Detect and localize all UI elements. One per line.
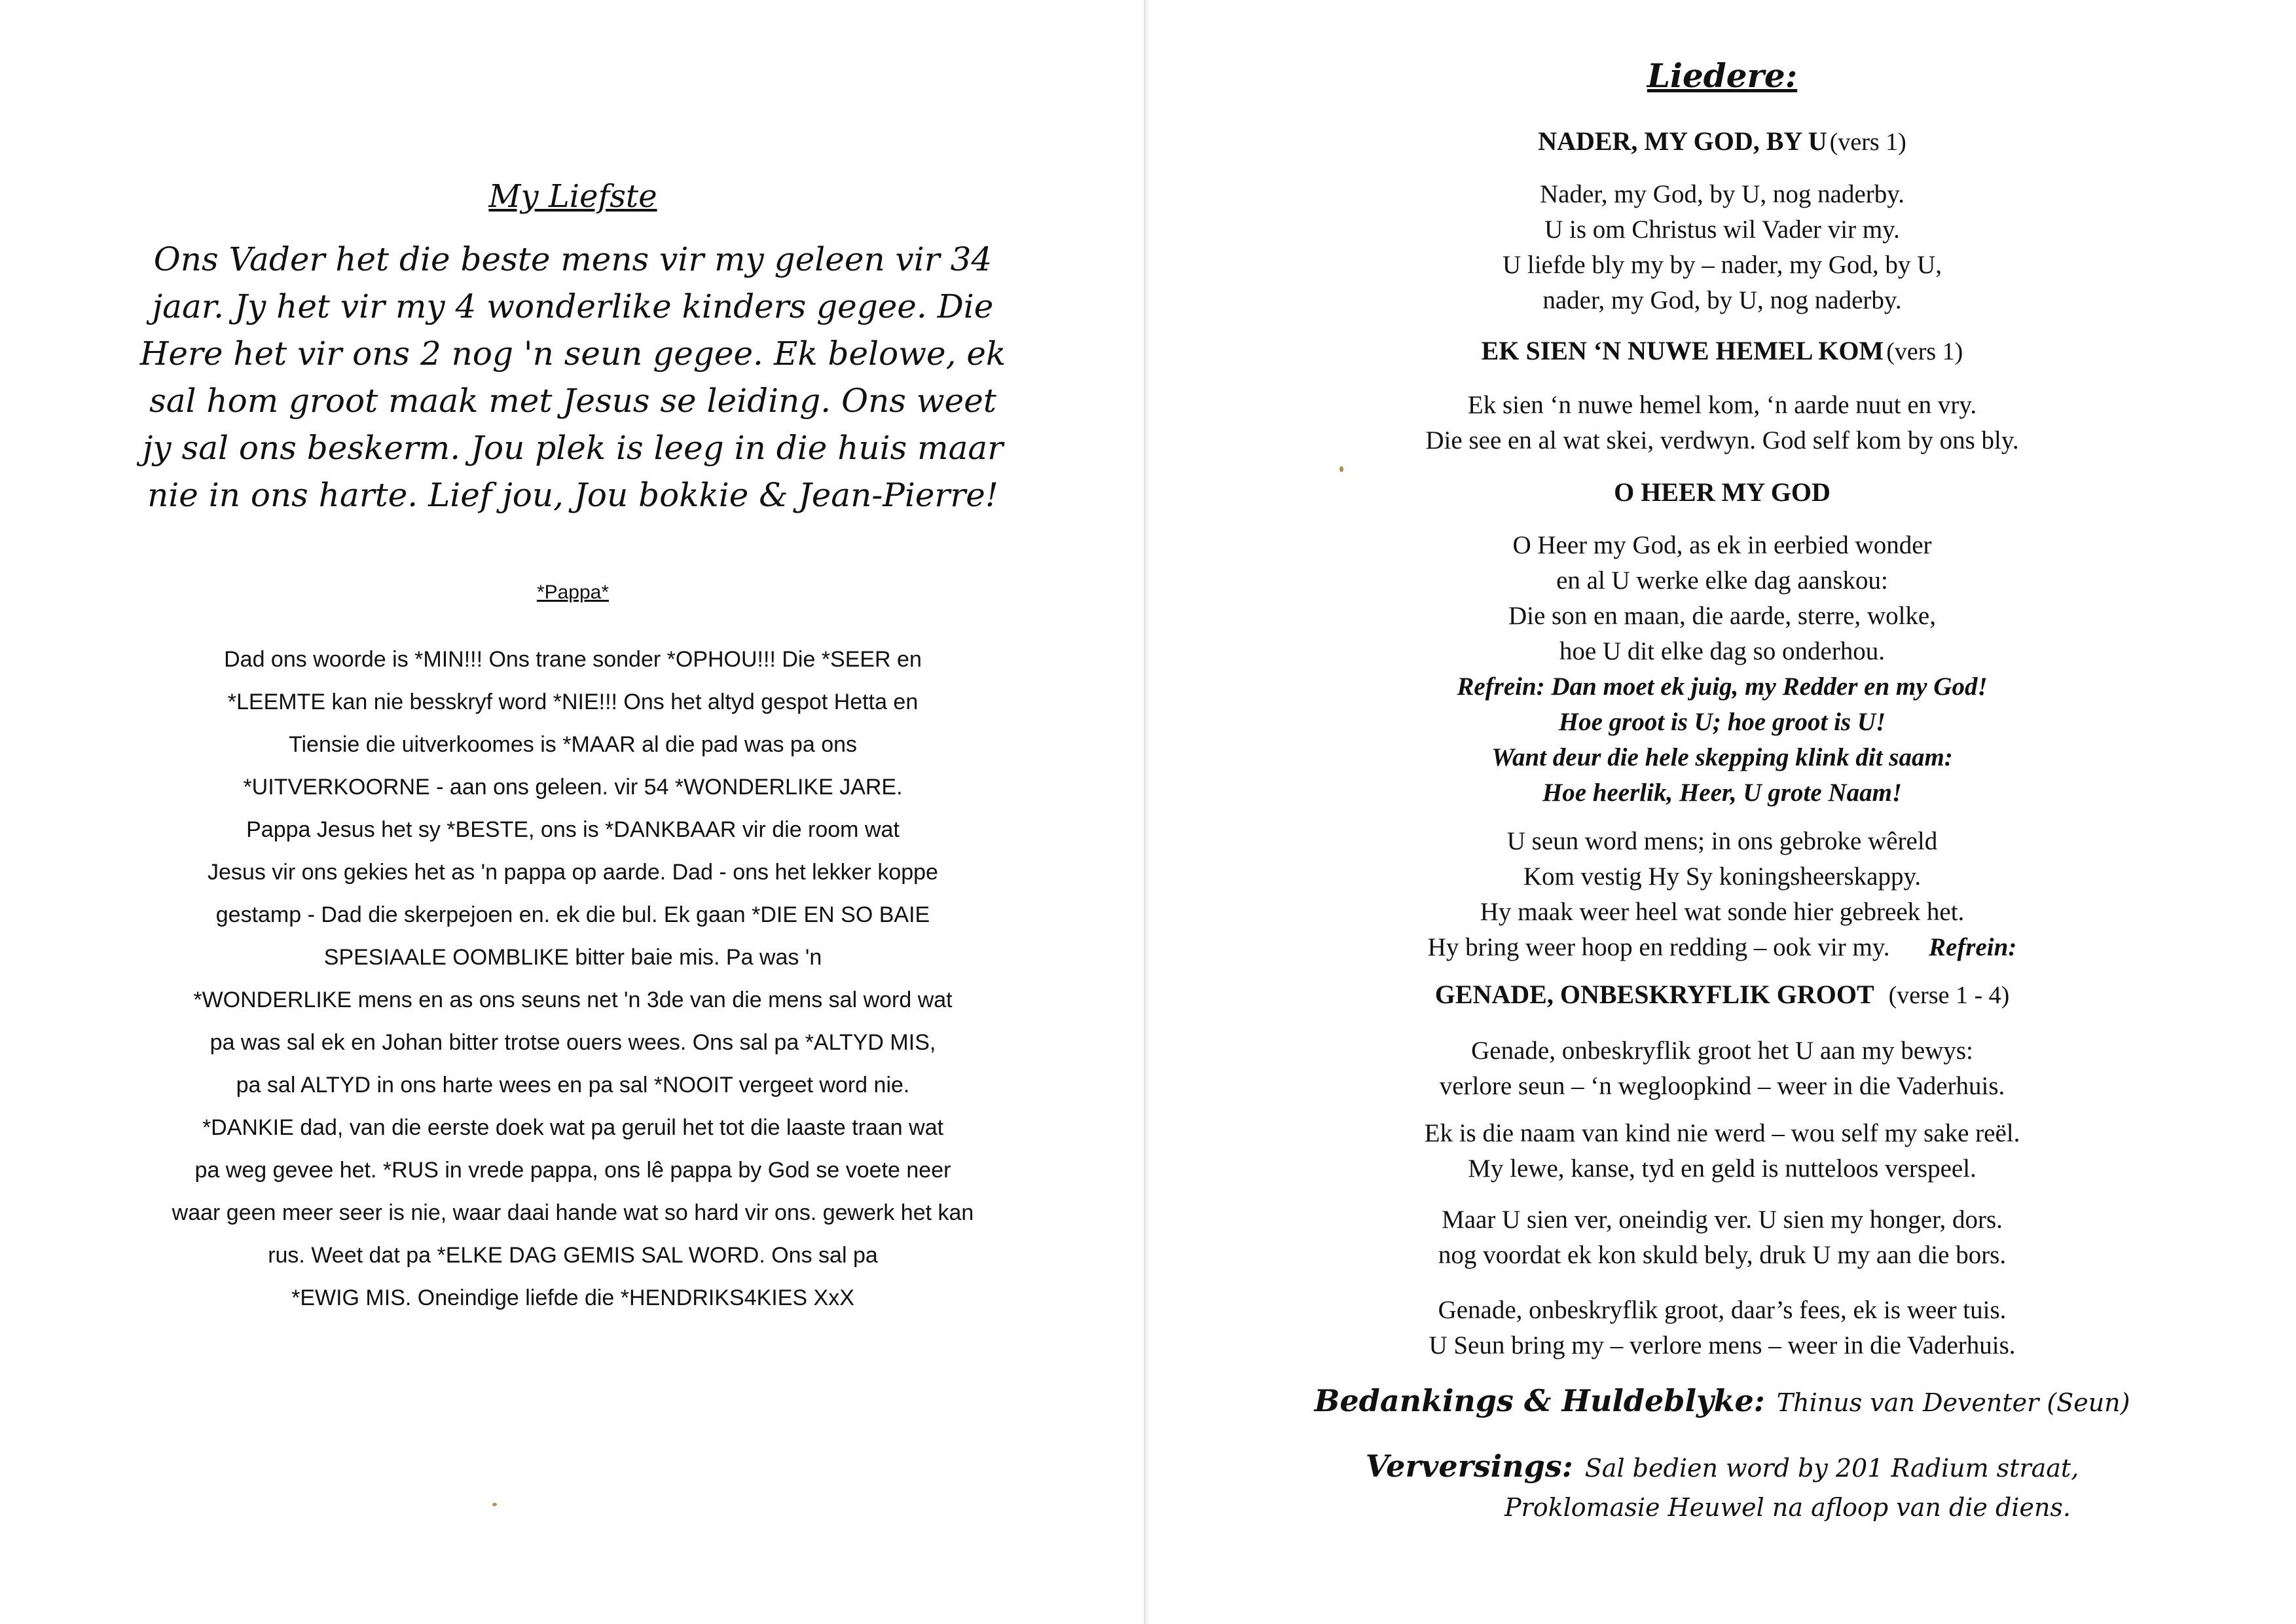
refreshments-row <box>1148 1449 2296 1484</box>
lyric-line: nog voordat ek kon skuld bely, druk U my aan die bors. <box>1438 1241 2007 1269</box>
tribute-line: *UITVERKOORNE - aan ons geleen. vir 54 *WONDERLIKE JARE. <box>243 775 903 800</box>
tribute-line: rus. Weet dat pa *ELKE DAG GEMIS SAL WORD. Ons sal pa <box>268 1243 878 1268</box>
paper-speck <box>1339 466 1343 472</box>
song-stanza <box>1148 1116 2296 1187</box>
lyric-line: Die see en al wat skei, verdwyn. God self kom by ons bly. <box>1425 426 2019 454</box>
refrain-line: Hoe groot is U; hoe groot is U! <box>1558 708 1886 736</box>
refrain-line: Refrein: Dan moet ek juig, my Redder en my God! <box>1457 673 1988 701</box>
refreshments-row-2 <box>1148 1493 2296 1522</box>
songs-heading: Liedere: <box>1647 56 1798 95</box>
song-lyrics <box>1148 388 2296 458</box>
poem-line: sal hom groot maak met Jesus se leiding. Ons weet <box>149 382 996 420</box>
lyric-line: verlore seun – ‘n wegloopkind – weer in die Vaderhuis. <box>1439 1072 2005 1100</box>
poem-line: Ons Vader het die beste mens vir my geleen vir 34 <box>153 240 993 278</box>
song-verse: (vers 1) <box>1829 128 1906 156</box>
song-title: NADER, MY GOD, BY U <box>1538 126 1827 156</box>
poem-title: My Liefste <box>488 178 657 215</box>
refreshments-text: Sal bedien word by 201 Radium straat, <box>1584 1454 2079 1483</box>
thanks-label: Bedankings & Huldeblyke: <box>1314 1383 1765 1418</box>
lyric-line: U is om Christus wil Vader vir my. <box>1544 215 1900 244</box>
refrain-tag: Refrein: <box>1929 933 2017 961</box>
lyric-line: Nader, my God, by U, nog naderby. <box>1540 180 1904 208</box>
song-lyrics <box>1148 824 2296 965</box>
tribute-body <box>52 638 1093 1320</box>
thanks-text: Thinus van Deventer (Seun) <box>1776 1388 2130 1417</box>
tribute-line: Dad ons woorde is *MIN!!! Ons trane sonder *OPHOU!!! Die *SEER en <box>224 647 922 672</box>
lyric-line: My lewe, kanse, tyd en geld is nutteloos verspeel. <box>1468 1154 1977 1183</box>
tribute-line: Pappa Jesus het sy *BESTE, ons is *DANKBAAR vir die room wat <box>246 817 900 842</box>
poem-line: jy sal ons beskerm. Jou plek is leeg in die huis maar <box>142 429 1004 467</box>
lyric-line: en al U werke elke dag aanskou: <box>1556 566 1888 595</box>
lyric-line: Genade, onbeskryflik groot het U aan my bewys: <box>1471 1037 1973 1065</box>
song-title: GENADE, ONBESKRYFLIK GROOT <box>1434 980 1874 1009</box>
refrain-line: Want deur die hele skepping klink dit saam: <box>1491 743 1953 771</box>
lyric-line: Genade, onbeskryflik groot, daar’s fees, ek is weer tuis. <box>1438 1296 2007 1324</box>
refrain-line: Hoe heerlik, Heer, U grote Naam! <box>1542 779 1903 807</box>
tribute-line: *LEEMTE kan nie besskryf word *NIE!!! Ons het altyd gespot Hetta en <box>227 690 919 714</box>
tribute-line: waar geen meer seer is nie, waar daai hande wat so hard vir ons. gewerk het kan <box>172 1200 974 1225</box>
poem-line: jaar. Jy het vir my 4 wonderlike kinders gegee. Die <box>152 287 994 325</box>
lyric-line: U seun word mens; in ons gebroke wêreld <box>1506 827 1938 855</box>
lyric-line: U liefde bly my by – nader, my God, by U, <box>1502 251 1942 279</box>
refreshments-label: Verversings: <box>1365 1449 1573 1484</box>
tribute-title: *Pappa* <box>536 581 610 603</box>
lyric-text: Hy bring weer hoop en redding – ook vir my. <box>1427 933 1890 961</box>
refreshments-text: Proklomasie Heuwel na afloop van die diens. <box>1504 1493 2071 1522</box>
tribute-line: Jesus vir ons gekies het as 'n pappa op aarde. Dad - ons het lekker koppe <box>208 860 938 885</box>
song-title-row <box>1148 335 2296 366</box>
lyric-line: Ek sien ‘n nuwe hemel kom, ‘n aarde nuut en vry. <box>1467 391 1977 419</box>
tribute-line: pa was sal ek en Johan bitter trotse ouers wees. Ons sal pa *ALTYD MIS, <box>210 1030 936 1055</box>
tribute-line: *WONDERLIKE mens en as ons seuns net 'n 3de van die mens sal word wat <box>193 987 953 1012</box>
tribute-line: pa sal ALTYD in ons harte wees en pa sal *NOOIT vergeet word nie. <box>236 1073 910 1098</box>
song-title-row <box>1148 126 2296 157</box>
song-verse: (verse 1 - 4) <box>1888 982 2010 1009</box>
song-lyrics <box>1148 528 2296 811</box>
song-lyrics <box>1148 177 2296 318</box>
song-title-row <box>1148 477 2296 507</box>
poem-line: nie in ons harte. Lief jou, Jou bokkie & Jean-Pierre! <box>147 476 998 514</box>
paper-speck <box>492 1503 497 1506</box>
song-title: O HEER MY GOD <box>1614 477 1831 507</box>
song-title: EK SIEN ‘N NUWE HEMEL KOM <box>1481 336 1884 365</box>
song-stanza <box>1148 1293 2296 1363</box>
lyric-line: hoe U dit elke dag so onderhou. <box>1559 637 1886 665</box>
lyric-line: Kom vestig Hy Sy koningsheerskappy. <box>1523 862 1922 891</box>
song-verse: (vers 1) <box>1886 338 1963 365</box>
right-page <box>1148 0 2296 1624</box>
tribute-line: *DANKIE dad, van die eerste doek wat pa geruil het tot die laaste traan wat <box>202 1115 944 1140</box>
lyric-line-with-refrain <box>1148 930 2296 965</box>
song-stanza <box>1148 1033 2296 1104</box>
poem-line: Here het vir ons 2 nog 'n seun gegee. Ek belowe, ek <box>139 335 1006 373</box>
lyric-line: U Seun bring my – verlore mens – weer in die Vaderhuis. <box>1429 1331 2016 1359</box>
tribute-line: Tiensie die uitverkoomes is *MAAR al die pad was pa ons <box>288 732 858 757</box>
tribute-line: pa weg gevee het. *RUS in vrede pappa, ons lê pappa by God se voete neer <box>194 1158 951 1183</box>
tribute-line: gestamp - Dad die skerpejoen en. ek die bul. Ek gaan *DIE EN SO BAIE <box>215 902 930 927</box>
thanks-row <box>1148 1383 2296 1418</box>
lyric-line: O Heer my God, as ek in eerbied wonder <box>1512 531 1932 559</box>
left-page <box>0 0 1146 1624</box>
lyric-line: Hy maak weer heel wat sonde hier gebreek het. <box>1480 898 1965 926</box>
song-stanza <box>1148 1202 2296 1273</box>
lyric-line: Maar U sien ver, oneindig ver. U sien my honger, dors. <box>1442 1206 2003 1234</box>
lyric-line: Die son en maan, die aarde, sterre, wolke, <box>1508 602 1936 630</box>
tribute-line: SPESIAALE OOMBLIKE bitter baie mis. Pa was 'n <box>323 945 822 970</box>
tribute-line: *EWIG MIS. Oneindige liefde die *HENDRIKS4KIES XxX <box>291 1285 854 1310</box>
lyric-line: Ek is die naam van kind nie werd – wou self my sake reël. <box>1424 1119 2020 1147</box>
lyric-line: nader, my God, by U, nog naderby. <box>1542 286 1902 314</box>
song-title-row <box>1148 979 2296 1010</box>
poem-body <box>52 236 1093 519</box>
